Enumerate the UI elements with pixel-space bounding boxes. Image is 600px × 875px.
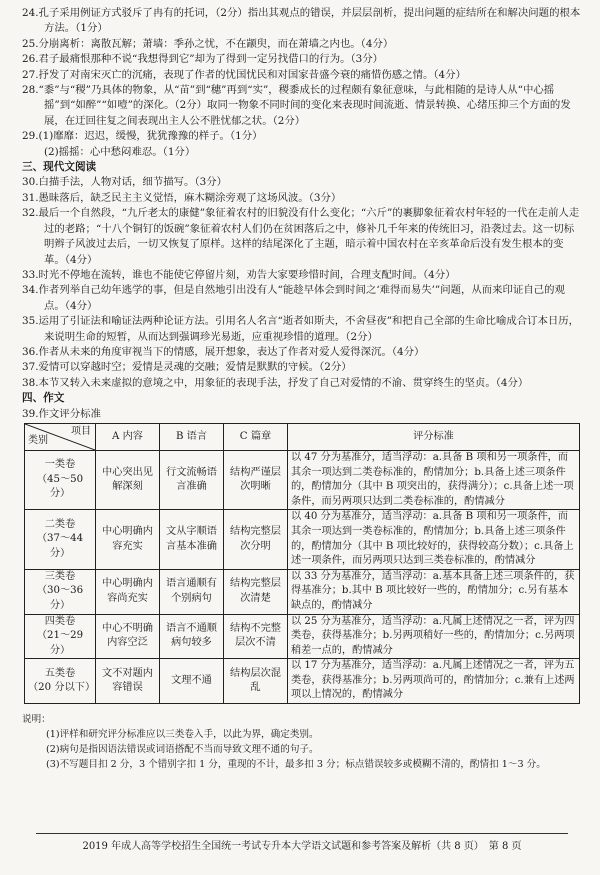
grade-content: 中心明确内容充实 — [102, 525, 153, 552]
answer-number: 33. — [22, 268, 39, 281]
grade-structure-cell — [224, 614, 288, 659]
header-language: B 语言 — [160, 423, 224, 450]
answer-number: 27. — [22, 68, 39, 81]
answer-item — [22, 6, 584, 37]
answer-page — [22, 6, 584, 772]
answer-number: 32. — [22, 207, 39, 220]
answer-text: “黍”与“稷”乃具体的物象，从“苗”到“穗”再到“实”，稷黍成长的过程颇有象征意味，与此相随的是诗人从“中心摇摇”到“如醉”“如噎”的深化。（2分）取同一物象不同时间的变化来表现时间流逝、情景转换、心绪压抑三个方面的发展，在迂回往复之间表现出主人公不胜忧郁之状。（2分） — [38, 84, 571, 127]
answer-text: 白描手法，人物对话，细节描写。（3分） — [38, 176, 227, 189]
answer-text: 作者列举自己幼年逃学的事，但是自然地引出没有人“能趁早体会到时间之‘难得而易失’”问题，从而来印证自己的观点。（4分） — [38, 284, 565, 312]
answer-text: 最后一个自然段，“九斤老太的康健”象征着农村的旧貌没有什么变化；“六斤”的裹脚象征着农村年轻的一代在走前人走过的老路；“十八个铜钉的饭碗”象征着农村人们仍在贫困落后之中，修补几千年来的传统旧习，沿袭过去。这一切标明辫子风波过去后，一切又恢复了原样。这样的结尾深化了主题，暗示着中国农村在辛亥革命后没有发生根本的变革。（4分） — [38, 207, 580, 266]
note-item: (1)评样和研究评分标准应以三类卷入手，以此为界，确定类别。 — [46, 729, 319, 741]
grade-language-cell — [160, 569, 224, 614]
grade-content-cell — [96, 614, 160, 659]
table-header-row — [25, 423, 580, 450]
answer-text: 抒发了对南宋灭亡的沉痛，表现了作者的忧国忧民和对国家昔盛今衰的痛惜伤感之情。（4分） — [38, 68, 466, 81]
essay-grading-table — [24, 423, 580, 704]
grade-score-range: （37～44 分） — [36, 533, 84, 559]
answer-item — [22, 52, 584, 67]
answer-number: 28. — [22, 84, 39, 97]
grade-content-cell — [96, 659, 160, 704]
grade-criteria-cell — [288, 450, 580, 509]
answer-number: 29. — [22, 130, 39, 143]
grade-category-cell — [25, 510, 96, 569]
grade-structure-cell — [224, 510, 288, 569]
answer-number: 24. — [22, 7, 39, 19]
grade-language: 文从字顺语言基本准确 — [166, 525, 217, 552]
answer-text: 运用了引证法和喻证法两种论证方法。引用名人名言“逝者如斯夫，不舍昼夜”和把自己全部的生命比喻成合订本日历，来说明生命的短暂，从而达到强调珍光易逝，应重视珍惜的道理。（2分） — [38, 315, 580, 343]
answer-text: 分崩离析：离散瓦解；萧墙：季孙之忧，不在颛臾，而在萧墙之内也。（4分） — [38, 37, 394, 50]
grade-criteria-cell — [288, 510, 580, 569]
answer-item — [22, 360, 584, 375]
grade-score-range: （45～50 分） — [36, 473, 84, 500]
grade-category-cell — [25, 614, 96, 659]
answer-number: 37. — [22, 361, 39, 374]
grade-structure: 结构完整层次清楚 — [230, 578, 281, 604]
answer-item — [22, 68, 584, 83]
grade-category-cell — [25, 569, 96, 614]
answer-item — [22, 175, 584, 190]
answer-text: 君子最痛恨那种不说“我想得到它”却为了得到一定另找借口的行为。（3分） — [38, 53, 384, 66]
answer-number: 25. — [22, 37, 39, 50]
answer-text: 时光不停地在流转，谁也不能使它停留片刻，劝告大家要珍惜时间，合理支配时间。（4分） — [38, 268, 456, 281]
table-row — [25, 614, 580, 659]
grade-language-cell — [160, 450, 224, 509]
corner-label-category: 类别 — [28, 435, 48, 447]
grade-content: 中心不明确内容空泛 — [102, 622, 153, 649]
answers-modern — [22, 175, 584, 391]
grade-content-cell — [96, 569, 160, 614]
answer-item — [22, 268, 584, 283]
answer-item — [22, 206, 584, 268]
answer-item — [22, 37, 584, 52]
notes-title: 说明： — [22, 714, 51, 726]
page-footer: 2019 年成人高等学校招生全国统一考试专升本大学语文试题和参考答案及解析（共 8 页） 第 8 页 — [36, 833, 568, 852]
grade-content-cell — [96, 510, 160, 569]
answer-item — [22, 345, 584, 360]
grade-category-cell — [25, 450, 96, 509]
answer-text: 作者从未来的角度审视当下的情感，展开想象，表达了作者对爱人爱得深沉。（4分） — [38, 345, 425, 358]
answer-text: 愚昧落后，缺乏民主主义觉悟，麻木糊涂旁观了这场风波。（3分） — [38, 191, 342, 204]
answer-number: 31. — [22, 191, 39, 204]
grade-content: 中心明确内容尚充实 — [102, 578, 153, 604]
answer-item — [22, 376, 584, 391]
grade-structure: 结构层次混乱 — [230, 667, 281, 694]
answer-29-part-2: (2)摇摇：心中愁闷难忍。（1分） — [44, 145, 196, 158]
answer-text: 本节又转入未来虚拟的意境之中，用象征的表现手法，抒发了自己对爱情的不渝、贯穿终生的坚贞。（4分） — [38, 376, 529, 389]
header-content: A 内容 — [96, 423, 160, 450]
grade-structure-cell — [224, 659, 288, 704]
grade-criteria-cell — [288, 614, 580, 659]
notes-block — [22, 712, 584, 772]
grade-criteria: 以 33 分为基准分，适当浮动：a.基本具备上述三项条件的，获得基准分；b.其中 B 项比较好一些的，酌情加分；c.另有基本缺点的，酌情减分 — [291, 570, 575, 611]
grade-language: 行文流畅语言准确 — [166, 466, 217, 493]
grade-score-range: （30～36 分） — [36, 585, 84, 611]
header-structure: C 篇章 — [224, 423, 288, 450]
grade-structure: 结构严谨层次明晰 — [230, 466, 281, 493]
answer-number: 30. — [22, 176, 39, 189]
answers-classical — [22, 6, 584, 145]
answer-number: 36. — [22, 345, 39, 358]
grade-category: 三类卷 — [44, 570, 76, 582]
grade-content: 中心突出见解深刻 — [102, 466, 153, 493]
answer-item — [22, 314, 584, 345]
answer-text: (1)靡靡：迟迟，缓慢，犹犹豫豫的样子。（1分） — [38, 130, 263, 143]
grade-structure-cell — [224, 569, 288, 614]
answer-item — [22, 83, 584, 129]
grade-language-cell — [160, 614, 224, 659]
grade-structure: 结构不完整层次不清 — [230, 622, 281, 649]
table-row — [25, 510, 580, 569]
grade-language-cell — [160, 659, 224, 704]
note-item: (2)病句是指因语法错误或词语搭配不当而导致文理不通的句子。 — [46, 744, 319, 756]
note-item: (3)不写题目扣 2 分，3 个错别字扣 1 分，重现的不计，最多扣 3 分；标点错误较多或模糊不清的，酌情扣 1～3 分。 — [46, 759, 546, 771]
grade-criteria: 以 25 分为基准分，适当浮动：a.凡属上述情况之一者，评为四类卷，获得基准分；b.另两项稍好一些的，酌情加分；c.另两项稍差一点的，酌情减分 — [291, 615, 575, 656]
answer-39: 39.作文评分标准 — [22, 407, 101, 420]
grade-content-cell — [96, 450, 160, 509]
grade-criteria: 以 47 分为基准分，适当浮动：a.具备 B 项和另一项条件，而其余一项达到二类卷标准的，酌情加分；b.具备上述三项条件的，酌情加分（其中 B 项突出的，获得满分）；c.具备上述一项条件，而另两项只达到二类卷标准的，酌情减分 — [291, 451, 574, 507]
answer-item — [22, 283, 584, 314]
grade-category-cell — [25, 659, 96, 704]
answer-number: 34. — [22, 284, 39, 297]
answer-number: 26. — [22, 53, 39, 66]
section-4-heading: 四、作文 — [22, 392, 65, 405]
grade-language-cell — [160, 510, 224, 569]
grade-criteria: 以 17 分为基准分，适当浮动：a.凡属上述情况之一者，评为五类卷，获得基准分；b.另两项尚可的，酌情加分；c.兼有上述两项以上情况的，酌情减分 — [291, 660, 575, 701]
answer-item — [22, 129, 584, 144]
grade-structure: 结构完整层次分明 — [230, 525, 281, 552]
grade-structure-cell — [224, 450, 288, 509]
corner-label-item: 项目 — [71, 425, 91, 437]
grade-content: 文不对题内容错误 — [102, 667, 153, 694]
header-criteria: 评分标准 — [288, 423, 580, 450]
grade-category: 五类卷 — [44, 667, 76, 679]
grade-language: 文理不通 — [171, 674, 212, 686]
grade-score-range: （20 分以下） — [28, 682, 96, 694]
grade-criteria-cell — [288, 569, 580, 614]
grade-criteria-cell — [288, 659, 580, 704]
table-corner-cell — [25, 423, 96, 450]
answer-text: 爱情可以穿越时空；爱情是灵魂的交融；爱情是默默的守候。（2分） — [38, 361, 352, 374]
grade-category: 一类卷 — [44, 459, 76, 471]
section-3-heading: 三、现代文阅读 — [22, 161, 97, 174]
answer-number: 38. — [22, 376, 39, 389]
table-row — [25, 569, 580, 614]
table-row — [25, 450, 580, 509]
answer-text: 孔子采用例证方式驳斥了冉有的托词，（2分）指出其观点的错误，并层层剖析，提出问题的症结所在和解决问题的根本方法。（1分） — [38, 7, 581, 35]
table-row — [25, 659, 580, 704]
grade-language: 语言不通顺病句较多 — [166, 622, 217, 649]
grade-score-range: （21～29 分） — [36, 630, 84, 656]
answer-item — [22, 191, 584, 206]
grade-category: 四类卷 — [44, 615, 76, 627]
grade-category: 二类卷 — [44, 518, 76, 530]
answer-number: 35. — [22, 315, 39, 328]
grade-criteria: 以 40 分为基准分，适当浮动：a.具备 B 项和另一项条件，而其余一项达到一类卷标准的，酌情加分；b.具备上述三项条件的，酌情加分（其中 B 项比较好的，获得较高分数）；c.具备上述一项条件，而另两项只达到三类卷标准的，酌情减分 — [291, 511, 574, 567]
grade-language: 语言通顺有个别病句 — [166, 578, 217, 604]
